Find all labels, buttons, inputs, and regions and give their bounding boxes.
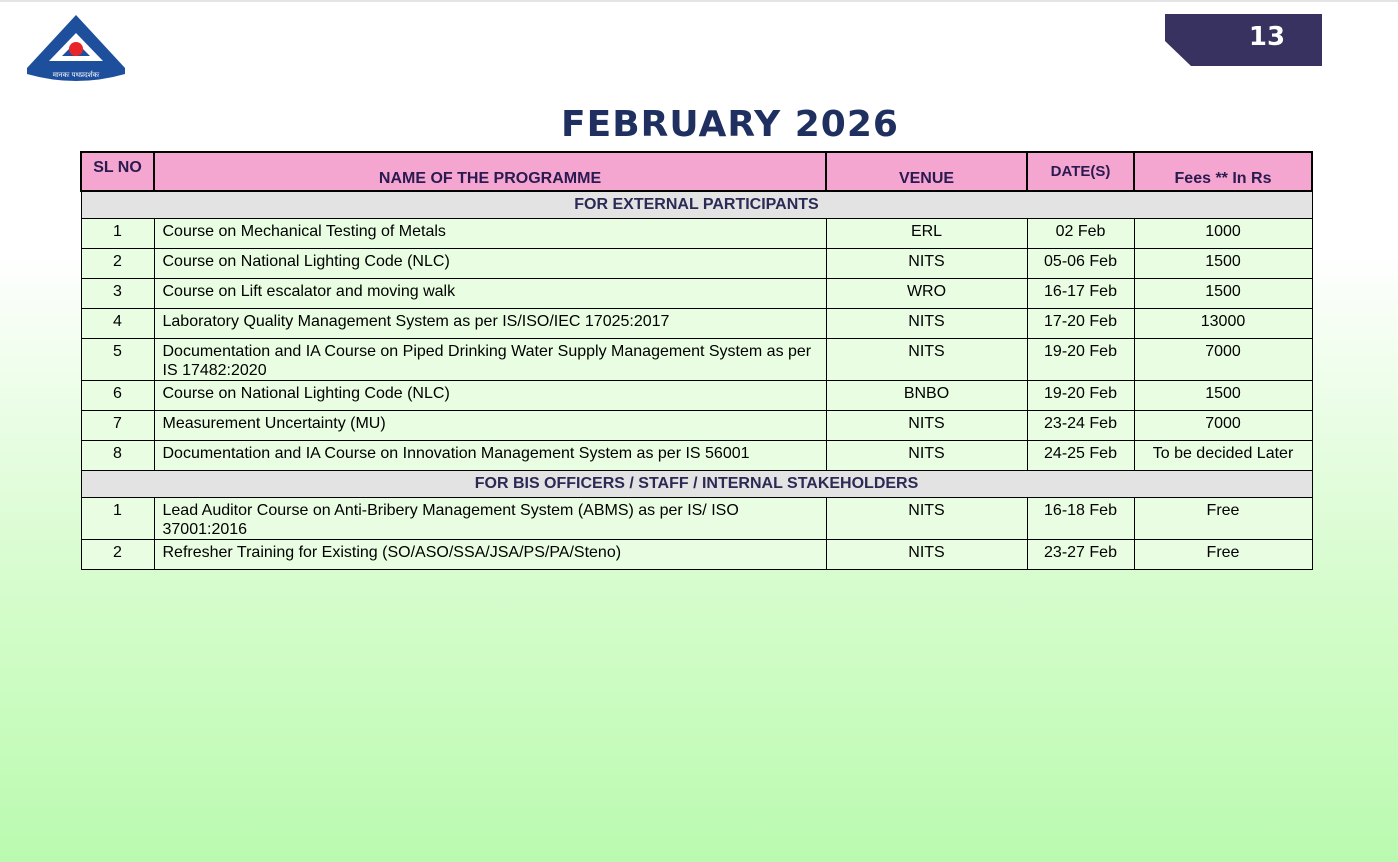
cell-sl-no: 2 <box>81 540 154 570</box>
cell-programme-name: Documentation and IA Course on Piped Drinking Water Supply Management System as per IS 17482:2020 <box>154 339 826 381</box>
programme-table <box>80 151 1313 570</box>
page-title: FEBRUARY 2026 <box>561 104 899 145</box>
header-sl-no: SL NO <box>81 152 154 191</box>
table-header-row <box>81 152 1312 191</box>
header-venue: VENUE <box>826 152 1027 191</box>
cell-sl-no: 6 <box>81 381 154 411</box>
cell-date: 23-24 Feb <box>1027 411 1134 441</box>
cell-date: 05-06 Feb <box>1027 249 1134 279</box>
table-row <box>81 339 1312 381</box>
header-dates: DATE(S) <box>1027 152 1134 191</box>
cell-venue: NITS <box>826 249 1027 279</box>
cell-programme-name: Course on Mechanical Testing of Metals <box>154 219 826 249</box>
cell-programme-name: Course on Lift escalator and moving walk <box>154 279 826 309</box>
cell-fee: Free <box>1134 498 1312 540</box>
top-border-line <box>0 0 1398 2</box>
table-row <box>81 441 1312 471</box>
header-programme-name: NAME OF THE PROGRAMME <box>154 152 826 191</box>
cell-programme-name: Refresher Training for Existing (SO/ASO/SSA/JSA/PS/PA/Steno) <box>154 540 826 570</box>
cell-sl-no: 7 <box>81 411 154 441</box>
table-row <box>81 249 1312 279</box>
section-title: FOR EXTERNAL PARTICIPANTS <box>81 191 1312 219</box>
cell-venue: NITS <box>826 411 1027 441</box>
cell-sl-no: 1 <box>81 219 154 249</box>
header-fees: Fees ** In Rs <box>1134 152 1312 191</box>
cell-sl-no: 2 <box>81 249 154 279</box>
cell-venue: BNBO <box>826 381 1027 411</box>
cell-fee: 1000 <box>1134 219 1312 249</box>
cell-fee: Free <box>1134 540 1312 570</box>
cell-venue: WRO <box>826 279 1027 309</box>
cell-programme-name: Laboratory Quality Management System as per IS/ISO/IEC 17025:2017 <box>154 309 826 339</box>
cell-venue: NITS <box>826 540 1027 570</box>
cell-sl-no: 8 <box>81 441 154 471</box>
logo-motto: मानकः पथप्रदर्शकः <box>52 71 100 79</box>
cell-fee: 1500 <box>1134 249 1312 279</box>
table-row <box>81 411 1312 441</box>
cell-sl-no: 4 <box>81 309 154 339</box>
cell-sl-no: 3 <box>81 279 154 309</box>
table-row <box>81 540 1312 570</box>
cell-date: 24-25 Feb <box>1027 441 1134 471</box>
cell-programme-name: Course on National Lighting Code (NLC) <box>154 249 826 279</box>
cell-venue: NITS <box>826 309 1027 339</box>
cell-fee: To be decided Later <box>1134 441 1312 471</box>
section-header-external <box>81 191 1312 219</box>
cell-date: 16-17 Feb <box>1027 279 1134 309</box>
section-title: FOR BIS OFFICERS / STAFF / INTERNAL STAKEHOLDERS <box>81 471 1312 498</box>
table-row <box>81 219 1312 249</box>
cell-date: 17-20 Feb <box>1027 309 1134 339</box>
table-row <box>81 498 1312 540</box>
cell-fee: 7000 <box>1134 411 1312 441</box>
cell-programme-name: Documentation and IA Course on Innovation Management System as per IS 56001 <box>154 441 826 471</box>
cell-date: 19-20 Feb <box>1027 339 1134 381</box>
cell-programme-name: Lead Auditor Course on Anti-Bribery Management System (ABMS) as per IS/ ISO 37001:2016 <box>154 498 826 540</box>
cell-sl-no: 1 <box>81 498 154 540</box>
cell-venue: NITS <box>826 498 1027 540</box>
page-number: 13 <box>1248 22 1286 52</box>
table-row <box>81 279 1312 309</box>
cell-fee: 1500 <box>1134 381 1312 411</box>
table-row <box>81 381 1312 411</box>
cell-programme-name: Measurement Uncertainty (MU) <box>154 411 826 441</box>
bis-logo <box>24 12 128 86</box>
cell-fee: 1500 <box>1134 279 1312 309</box>
cell-venue: ERL <box>826 219 1027 249</box>
cell-venue: NITS <box>826 339 1027 381</box>
cell-date: 19-20 Feb <box>1027 381 1134 411</box>
cell-programme-name: Course on National Lighting Code (NLC) <box>154 381 826 411</box>
section-header-internal <box>81 471 1312 498</box>
table-row <box>81 309 1312 339</box>
cell-fee: 13000 <box>1134 309 1312 339</box>
cell-sl-no: 5 <box>81 339 154 381</box>
cell-fee: 7000 <box>1134 339 1312 381</box>
cell-venue: NITS <box>826 441 1027 471</box>
cell-date: 23-27 Feb <box>1027 540 1134 570</box>
cell-date: 02 Feb <box>1027 219 1134 249</box>
cell-date: 16-18 Feb <box>1027 498 1134 540</box>
